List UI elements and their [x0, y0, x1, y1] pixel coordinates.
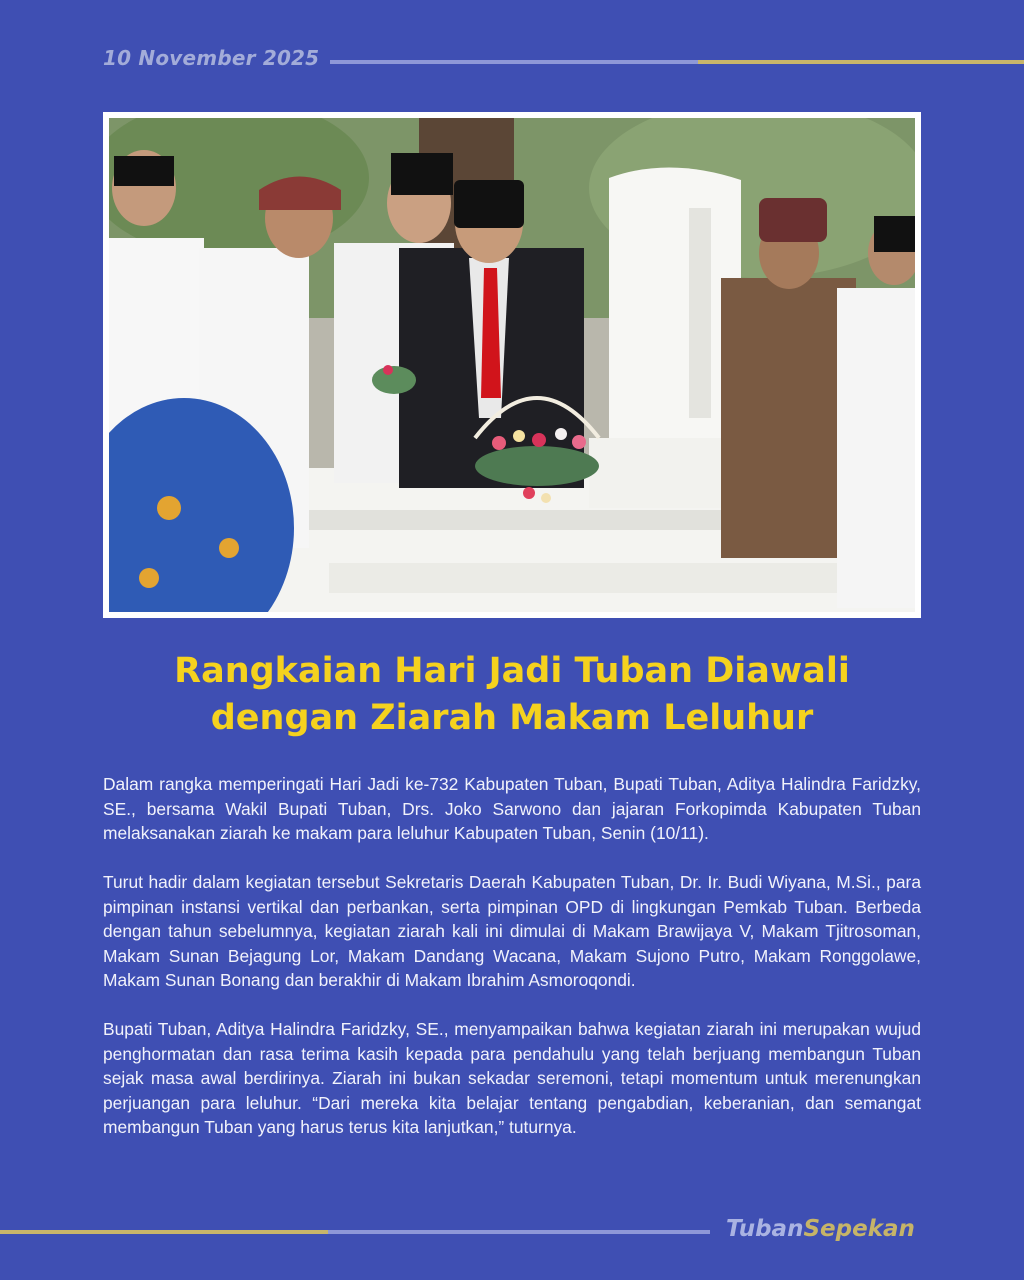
bottom-divider-gold [0, 1230, 328, 1234]
paragraph-2: Turut hadir dalam kegiatan tersebut Sekretaris Daerah Kabupaten Tuban, Dr. Ir. Budi Wiyana, M.Si., para pimpinan instansi vertikal dan perbankan, serta pimpinan OPD di lingkungan Pemkab Tuban. Berbeda dengan tahun sebelumnya, kegiatan ziarah kali ini dimulai di Makam Brawijaya V, Makam Tjitrosoman, Makam Sunan Bejagung Lor, Makam Dandang Wacana, Makam Sujono Putro, Makam Ronggolawe, Makam Sunan Bonang dan berakhir di Makam Ibrahim Asmoroqondi. [103, 872, 921, 990]
news-photo [109, 118, 915, 612]
paragraph-3: Bupati Tuban, Aditya Halindra Faridzky, SE., menyampaikan bahwa kegiatan ziarah ini merupakan wujud penghormatan dan rasa terima kasih kepada para pendahulu yang telah berjuang membangun Tuban sejak masa awal berdirinya. Ziarah ini bukan sekadar seremoni, tetapi momentum untuk merenungkan perjuangan para leluhur. “Dari mereka kita belajar tentang pengabdian, keberanian, dan semangat membangun Tuban yang harus terus kita lanjutkan,” tuturnya. [103, 1019, 921, 1137]
article-body [103, 772, 921, 1164]
top-divider-gold [698, 60, 1024, 64]
post-date: 10 November 2025 [103, 46, 320, 70]
brand-part-1: Tuban [726, 1216, 804, 1242]
brand-logo [726, 1216, 915, 1242]
brand-part-2: Sepekan [803, 1216, 915, 1242]
paragraph-1: Dalam rangka memperingati Hari Jadi ke-732 Kabupaten Tuban, Bupati Tuban, Aditya Halindra Faridzky, SE., bersama Wakil Bupati Tuban, Drs. Joko Sarwono dan jajaran Forkopimda Kabupaten Tuban melaksanakan ziarah ke makam para leluhur Kabupaten Tuban, Senin (10/11). [103, 774, 921, 843]
headline-line-2: dengan Ziarah Makam Leluhur [210, 698, 814, 738]
pilgrimage-photo-illustration [109, 118, 915, 612]
news-photo-frame [103, 112, 921, 618]
bottom-divider-blue [328, 1230, 710, 1234]
top-divider-blue [330, 60, 698, 64]
headline [60, 648, 964, 742]
headline-line-1: Rangkaian Hari Jadi Tuban Diawali [174, 651, 850, 691]
